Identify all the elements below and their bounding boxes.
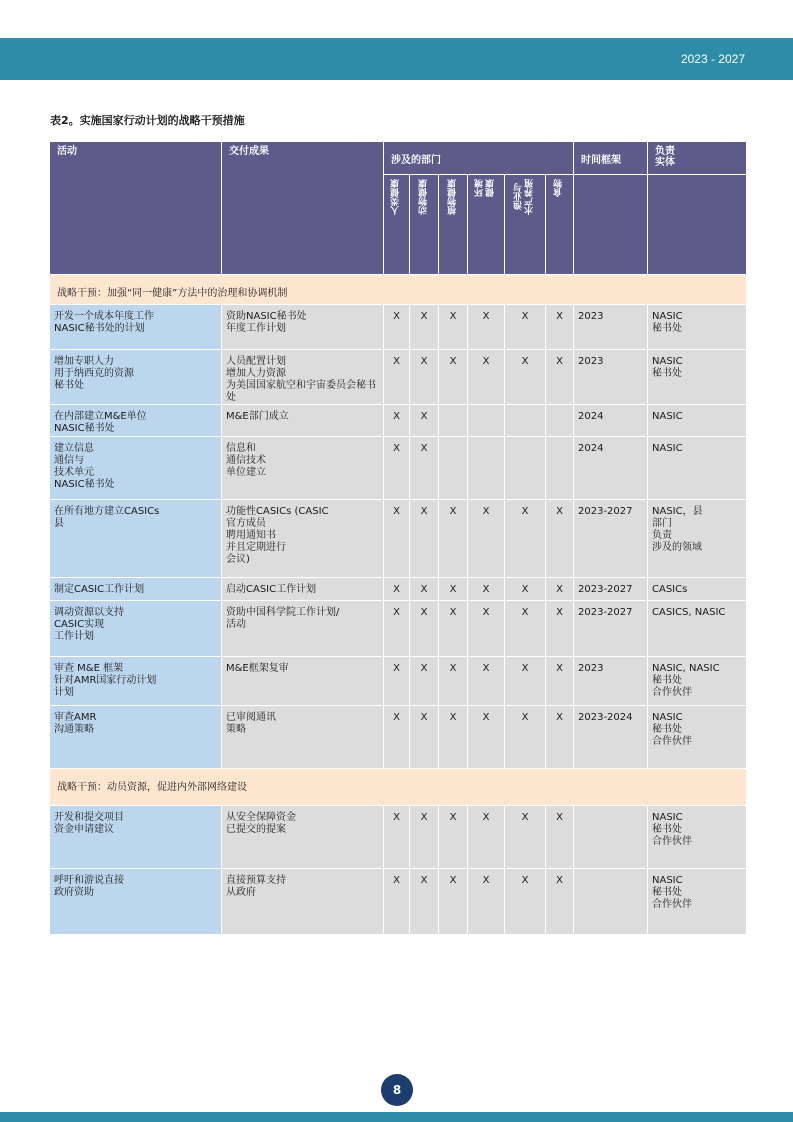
footer-bar: [0, 1112, 793, 1122]
activity-cell: 调动资源以支持 CASIC实现 工作计划: [54, 607, 124, 642]
deliverable-cell: 资助中国科学院工作计划/ 活动: [226, 607, 340, 630]
table-row: [50, 601, 747, 657]
header-sector-animal: 动物健康: [410, 175, 439, 275]
responsible-cell: NASIC 秘书处 合作伙伴: [652, 875, 692, 910]
sector-mark: X: [521, 584, 529, 595]
sector-mark: X: [393, 356, 400, 367]
sector-mark: X: [393, 311, 400, 322]
sector-mark: X: [556, 712, 563, 723]
deliverable-cell: 已审阅通讯 策略: [226, 712, 276, 735]
activity-cell: 在所有地方建立CASICs 县: [54, 506, 160, 529]
sector-mark: X: [420, 356, 428, 367]
table-row: [50, 305, 747, 350]
sector-mark: X: [420, 812, 428, 823]
deliverable-cell: 人员配置计划 增加人力资源 为美国国家航空和宇宙委员会秘书处: [226, 356, 376, 403]
responsible-cell: NASIC 秘书处 合作伙伴: [652, 812, 692, 847]
section-header-row: [50, 275, 747, 305]
timeframe-cell: 2023: [578, 356, 604, 367]
sector-mark: X: [521, 311, 529, 322]
sector-mark: X: [393, 443, 400, 454]
timeframe-cell: 2023: [578, 663, 604, 674]
table-row: [50, 657, 747, 706]
sector-mark: X: [420, 443, 428, 454]
activity-cell: 在内部建立M&E单位 NASIC秘书处: [54, 411, 147, 434]
sector-mark: X: [521, 812, 529, 823]
sector-mark: X: [420, 607, 428, 618]
sector-mark: X: [420, 712, 428, 723]
table-row: [50, 405, 747, 437]
sector-mark: X: [393, 607, 400, 618]
section-header-row: [50, 769, 747, 806]
sector-mark: X: [449, 356, 457, 367]
table-row: [50, 578, 747, 601]
deliverable-cell: M&E框架复审: [226, 663, 289, 674]
sector-mark: [546, 437, 573, 443]
header-responsible: 负责 实体: [648, 142, 747, 175]
sector-mark: X: [393, 411, 400, 422]
sector-mark: X: [482, 812, 490, 823]
responsible-cell: CASICS, NASIC: [652, 607, 726, 618]
sector-mark: X: [521, 712, 529, 723]
sector-mark: X: [449, 607, 457, 618]
timeframe-cell: 2023-2024: [578, 712, 633, 723]
sector-mark: X: [449, 584, 457, 595]
timeframe-cell: 2023: [578, 311, 604, 322]
sector-mark: X: [556, 607, 563, 618]
section-title: 战略干预：动员资源，促进内外部网络建设: [57, 782, 247, 793]
sector-mark: [468, 405, 504, 411]
sector-mark: X: [482, 875, 490, 886]
table-row: [50, 806, 747, 869]
responsible-cell: CASICs: [652, 584, 688, 595]
sector-mark: X: [449, 875, 457, 886]
sector-mark: X: [482, 712, 490, 723]
sector-mark: X: [393, 663, 400, 674]
header-sector-plant: 植物健康: [439, 175, 468, 275]
sector-mark: X: [420, 875, 428, 886]
sector-mark: X: [449, 311, 457, 322]
sector-mark: X: [482, 311, 490, 322]
sector-mark: X: [521, 356, 529, 367]
sector-mark: X: [556, 584, 563, 595]
timeframe-cell: 2024: [578, 443, 604, 454]
sector-mark: [505, 405, 545, 411]
sector-mark: [468, 437, 504, 443]
deliverable-cell: M&E部门成立: [226, 411, 289, 422]
sector-mark: X: [482, 663, 490, 674]
sector-mark: X: [556, 356, 563, 367]
activity-cell: 审查 M&E 框架 针对AMR国家行动计划 计划: [54, 663, 157, 698]
timeframe-cell: [574, 806, 647, 812]
responsible-cell: NASIC，县 部门 负责 涉及的领域: [652, 506, 703, 553]
table-row: [50, 350, 747, 405]
timeframe-cell: 2023-2027: [578, 584, 633, 595]
responsible-cell: NASIC: [652, 411, 683, 422]
header-sector-environment: 环境 健康: [468, 175, 505, 275]
responsible-cell: NASIC: [652, 443, 683, 454]
sector-mark: [505, 437, 545, 443]
sector-mark: X: [449, 506, 457, 517]
responsible-cell: NASIC 秘书处: [652, 356, 683, 379]
sector-mark: X: [393, 812, 400, 823]
intervention-table: [49, 141, 747, 935]
deliverable-cell: 资助NASIC秘书处 年度工作计划: [226, 311, 307, 334]
sector-mark: X: [556, 311, 563, 322]
header-timeframe-blank: [574, 175, 648, 275]
activity-cell: 呼吁和游说直接 政府资助: [54, 875, 124, 898]
responsible-cell: NASIC 秘书处 合作伙伴: [652, 712, 692, 747]
sector-mark: X: [449, 712, 457, 723]
sector-mark: X: [449, 812, 457, 823]
timeframe-cell: [574, 869, 647, 875]
timeframe-cell: 2024: [578, 411, 604, 422]
sector-mark: X: [420, 584, 428, 595]
table-row: [50, 500, 747, 578]
timeframe-cell: 2023-2027: [578, 607, 633, 618]
header-sector-fisheries: 渔业与 水产养殖: [505, 175, 546, 275]
header-sectors-involved: 涉及的部门: [384, 142, 574, 175]
sector-mark: [439, 405, 467, 411]
responsible-cell: NASIC 秘书处: [652, 311, 683, 334]
table-title: 表2。实施国家行动计划的战略干预措施: [50, 114, 245, 127]
sector-mark: X: [556, 875, 563, 886]
header-deliverables: 交付成果: [222, 142, 384, 275]
responsible-cell: NASIC, NASIC 秘书处 合作伙伴: [652, 663, 720, 698]
sector-mark: [546, 405, 573, 411]
header-sector-food: 食物: [546, 175, 574, 275]
sector-mark: X: [482, 506, 490, 517]
sector-mark: X: [420, 506, 428, 517]
table-row: [50, 869, 747, 935]
sector-mark: X: [393, 506, 400, 517]
timeframe-cell: 2023-2027: [578, 506, 633, 517]
sector-mark: X: [393, 584, 400, 595]
deliverable-cell: 信息和 通信技术 单位建立: [226, 443, 266, 478]
section-title: 战略干预：加强“同一健康”方法中的治理和协调机制: [57, 288, 288, 299]
sector-mark: X: [521, 607, 529, 618]
activity-cell: 建立信息 通信与 技术单元 NASIC秘书处: [54, 443, 115, 490]
header-responsible-blank: [648, 175, 747, 275]
sector-mark: X: [393, 875, 400, 886]
activity-cell: 审查AMR 沟通策略: [54, 712, 97, 735]
sector-mark: X: [521, 875, 529, 886]
sector-mark: X: [420, 411, 428, 422]
deliverable-cell: 直接预算支持 从政府: [226, 875, 286, 898]
sector-mark: X: [556, 663, 563, 674]
header-timeframe: 时间框架: [574, 142, 648, 175]
deliverable-cell: 功能性CASICs (CASIC 官方成员 聘用通知书 并且定期进行 会议): [226, 506, 329, 565]
page-number: 8: [381, 1074, 413, 1106]
activity-cell: 开发和提交项目 资金申请建议: [54, 812, 124, 835]
table-row: [50, 437, 747, 500]
activity-cell: 增加专职人力 用于纳西克的资源 秘书处: [54, 356, 134, 391]
header-bar: [0, 38, 793, 80]
sector-mark: X: [482, 356, 490, 367]
sector-mark: X: [420, 663, 428, 674]
activity-cell: 开发一个成本年度工作 NASIC秘书处的计划: [54, 311, 154, 334]
header-sector-human: 人类健康: [384, 175, 410, 275]
sector-mark: X: [482, 584, 490, 595]
activity-cell: 制定CASIC工作计划: [54, 584, 145, 595]
sector-mark: [439, 437, 467, 443]
sector-mark: X: [393, 712, 400, 723]
header-activity: 活动: [50, 142, 222, 275]
deliverable-cell: 启动CASIC工作计划: [226, 584, 317, 595]
sector-mark: X: [420, 311, 428, 322]
table-row: [50, 706, 747, 769]
sector-mark: X: [521, 663, 529, 674]
sector-mark: X: [521, 506, 529, 517]
deliverable-cell: 从安全保障资金 已提交的提案: [226, 812, 296, 835]
sector-mark: X: [482, 607, 490, 618]
sector-mark: X: [556, 506, 563, 517]
header-years: 2023 - 2027: [680, 52, 745, 66]
sector-mark: X: [556, 812, 563, 823]
sector-mark: X: [449, 663, 457, 674]
